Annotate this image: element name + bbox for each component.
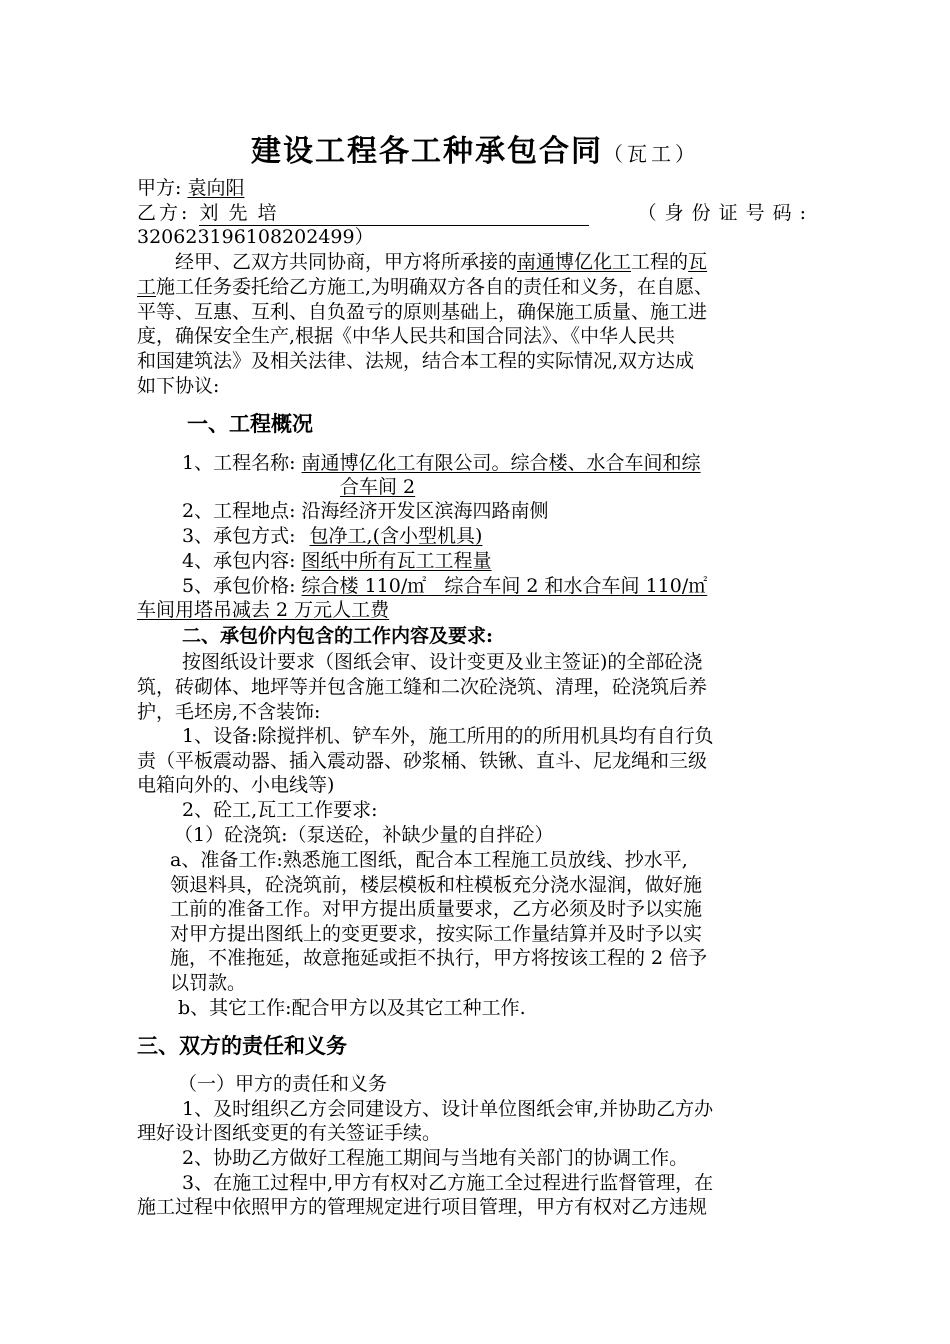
intro-text: 经甲、乙双方共同协商，甲方将所承接的	[175, 251, 518, 273]
project-name-value: 南通博亿化工有限公司。综合楼、水合车间和综	[301, 452, 701, 474]
contract-mode-row	[182, 524, 482, 548]
project-location-value: 沿海经济开发区滨海四路南侧	[301, 500, 549, 522]
s2-p1-l3: 护，毛坯房,不含装饰:	[137, 701, 321, 723]
project-name-value-cont: 合车间 2	[340, 476, 416, 498]
title-main: 建设工程各工种承包合同	[251, 134, 603, 169]
s3-i2: 2、协助乙方做好工程施工期间与当地有关部门的协调工作。	[182, 1147, 689, 1169]
intro-trade: 工	[137, 276, 157, 298]
s2-p2-l2: 责（平板震动器、插入震动器、砂浆桶、铁锹、直斗、尼龙绳和三级	[137, 750, 708, 772]
contract-scope-row	[182, 549, 492, 573]
s2-p5-l2: 领退料具，砼浇筑前，楼层模板和柱模板充分浇水湿润，做好施	[170, 874, 703, 896]
intro-line-6: 如下协议:	[137, 375, 220, 397]
intro-project-name: 南通博亿化工	[517, 251, 632, 273]
s2-p1-l2: 筑，砖砌体、地坪等并包含施工缝和二次砼浇筑、清理，砼浇筑后养	[137, 676, 708, 698]
intro-text: 工程的	[631, 251, 689, 273]
intro-text: 施工任务委托给乙方施工,为明确双方各自的责任和义务，在自愿、	[156, 276, 714, 298]
document-title	[0, 132, 950, 174]
party-b-label: 乙方:	[137, 202, 191, 224]
intro-trade: 瓦	[688, 251, 708, 273]
s3-i1-l1: 1、及时组织乙方会同建设方、设计单位图纸会审,并协助乙方办	[182, 1098, 714, 1120]
project-location-row	[182, 499, 549, 523]
s2-p5-l6: 以罚款。	[170, 972, 247, 994]
intro-line-4: 度，确保安全生产,根据《中华人民共和国合同法》、《中华人民共	[137, 325, 676, 347]
party-b-id-number: 320623196108202499）	[137, 226, 374, 248]
party-a-line	[137, 176, 244, 200]
party-b-line	[137, 201, 814, 226]
contract-price-label: 5、承包价格:	[182, 575, 296, 597]
s3-i1-l2: 理好设计图纸变更的有关签证手续。	[137, 1122, 442, 1144]
title-sub: （瓦工）	[603, 142, 699, 166]
party-a-name: 袁向阳	[187, 177, 245, 199]
intro-line-5: 和国建筑法》及相关法律、法规，结合本工程的实际情况,双方达成	[137, 350, 695, 372]
project-location-label: 2、工程地点:	[182, 500, 296, 522]
contract-mode-label: 3、承包方式:	[182, 525, 296, 547]
contract-price-value: 综合楼 110/㎡ 综合车间 2 和水合车间 110/㎡	[301, 575, 708, 597]
s2-p4: （1）砼浇筑:（泵送砼，补缺少量的自拌砼）	[174, 824, 554, 846]
party-a-label: 甲方:	[137, 177, 182, 199]
section-3-heading: 三、双方的责任和义务	[137, 1033, 347, 1058]
contract-mode-value: 包净工,(含小型机具)	[309, 525, 483, 547]
intro-line-1	[175, 250, 707, 274]
s2-p5-l1: a、准备工作:熟悉施工图纸，配合本工程施工员放线、抄水平,	[170, 849, 688, 871]
contract-price-row	[182, 574, 707, 598]
contract-scope-label: 4、承包内容:	[182, 550, 296, 572]
party-b-name: 刘先培	[199, 201, 589, 226]
s2-p2-l1: 1、设备:除搅拌机、铲车外，施工所用的的所用机具均有自行负	[182, 725, 714, 747]
contract-scope-value: 图纸中所有瓦工工程量	[301, 550, 492, 572]
s3-i3-l2: 施工过程中依照甲方的管理规定进行项目管理，甲方有权对乙方违规	[137, 1196, 708, 1218]
s2-p5-l5: 施，不准拖延，故意拖延或拒不执行，甲方将按该工程的 2 倍予	[170, 947, 708, 969]
party-b-id-label: （身份证号码:	[637, 202, 814, 224]
s2-p2-l3: 电箱向外的、小电线等)	[137, 774, 335, 796]
s3-i3-l1: 3、在施工过程中,甲方有权对乙方施工全过程进行监督管理，在	[182, 1172, 714, 1194]
section-1-heading: 一、工程概况	[187, 411, 313, 436]
contract-price-value-cont: 车间用塔吊减去 2 万元人工费	[137, 599, 390, 621]
s3-sub1: （一）甲方的责任和义务	[178, 1073, 388, 1095]
intro-line-3: 平等、互惠、互利、自负盈亏的原则基础上，确保施工质量、施工进	[137, 301, 708, 323]
section-2-heading: 二、承包价内包含的工作内容及要求:	[182, 625, 494, 647]
s2-p3: 2、砼工,瓦工工作要求:	[182, 799, 378, 821]
s2-p5-l4: 对甲方提出图纸上的变更要求，按实际工作量结算并及时予以实	[170, 923, 703, 945]
project-name-label: 1、工程名称:	[182, 452, 296, 474]
s2-p6: b、其它工作:配合甲方以及其它工种工作.	[178, 997, 526, 1019]
project-name-row	[182, 451, 701, 475]
s2-p5-l3: 工前的准备工作。对甲方提出质量要求，乙方必须及时予以实施	[170, 898, 703, 920]
s2-p1-l1: 按图纸设计要求（图纸会审、设计变更及业主签证)的全部砼浇	[182, 651, 703, 673]
intro-line-2	[137, 275, 713, 299]
